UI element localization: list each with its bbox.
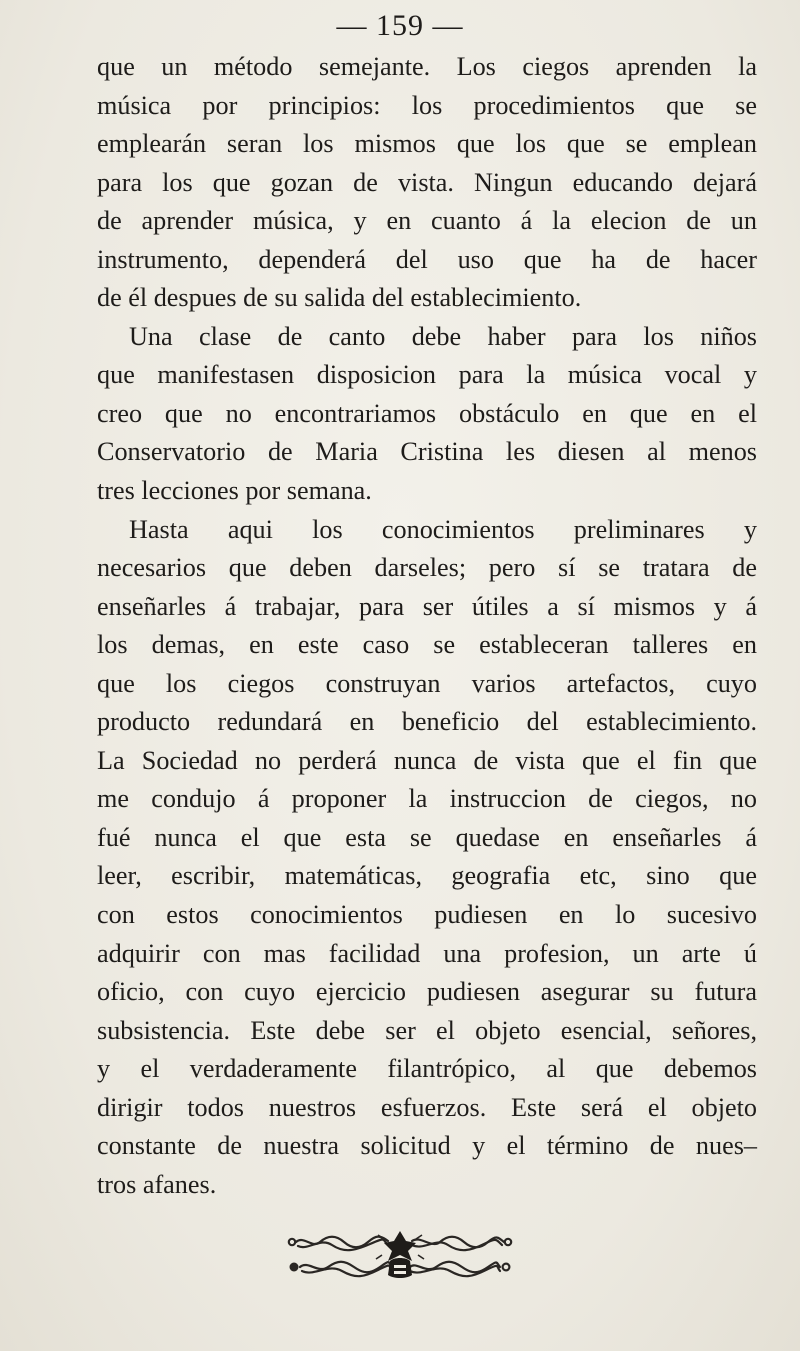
tailpiece-ornament-icon [284, 1227, 516, 1283]
text-line: producto redundará en beneficio del establecimiento. [97, 707, 757, 737]
text-line: instrumento, dependerá del uso que ha de hacer [97, 244, 757, 274]
text-line: dirigir todos nuestros esfuerzos. Este será el objeto [97, 1092, 757, 1122]
text-line: Hasta aqui los conocimientos preliminares y [129, 514, 757, 544]
text-line: tres lecciones por semana. [97, 476, 372, 506]
text-line: con estos conocimientos pudiesen en lo sucesivo [97, 900, 757, 930]
text-line: música por principios: los procedimientos que se [97, 90, 757, 120]
text-line: y el verdaderamente filantrópico, al que debemos [97, 1054, 757, 1084]
text-line: constante de nuestra solicitud y el término de nues– [97, 1131, 757, 1161]
text-line: de aprender música, y en cuanto á la elecion de un [97, 206, 757, 236]
text-line: que un método semejante. Los ciegos aprenden la [97, 52, 757, 81]
text-line: La Sociedad no perderá nunca de vista que el fin que [97, 745, 757, 775]
text-line: necesarios que deben darseles; pero sí se tratara de [97, 553, 757, 583]
text-line: enseñarles á trabajar, para ser útiles a sí mismos y á [97, 591, 757, 621]
body-text [97, 48, 757, 1204]
text-line: que manifestasen disposicion para la música vocal y [97, 360, 757, 390]
text-line: creo que no encontrariamos obstáculo en que en el [97, 398, 757, 428]
text-line: fué nunca el que esta se quedase en enseñarles á [97, 822, 757, 852]
text-line: adquirir con mas facilidad una profesion, un arte ú [97, 938, 757, 968]
text-line: Una clase de canto debe haber para los niños [129, 321, 757, 351]
text-line: de él despues de su salida del establecimiento. [97, 283, 582, 313]
text-line: subsistencia. Este debe ser el objeto esencial, señores, [97, 1015, 757, 1045]
text-line: los demas, en este caso se estableceran talleres en [97, 630, 757, 660]
text-line: emplearán seran los mismos que los que se emplean [97, 129, 757, 159]
text-line: tros afanes. [97, 1169, 217, 1199]
text-line: que los ciegos construyan varios artefactos, cuyo [97, 668, 757, 698]
page-number: — 159 — [336, 9, 464, 42]
text-line: para los que gozan de vista. Ningun educando dejará [97, 167, 757, 197]
text-line: Conservatorio de Maria Cristina les diesen al menos [97, 437, 757, 467]
text-line: oficio, con cuyo ejercicio pudiesen asegurar su futura [97, 977, 757, 1007]
text-line: me condujo á proponer la instruccion de ciegos, no [97, 784, 757, 814]
text-line: leer, escribir, matemáticas, geografia etc, sino que [97, 861, 757, 891]
